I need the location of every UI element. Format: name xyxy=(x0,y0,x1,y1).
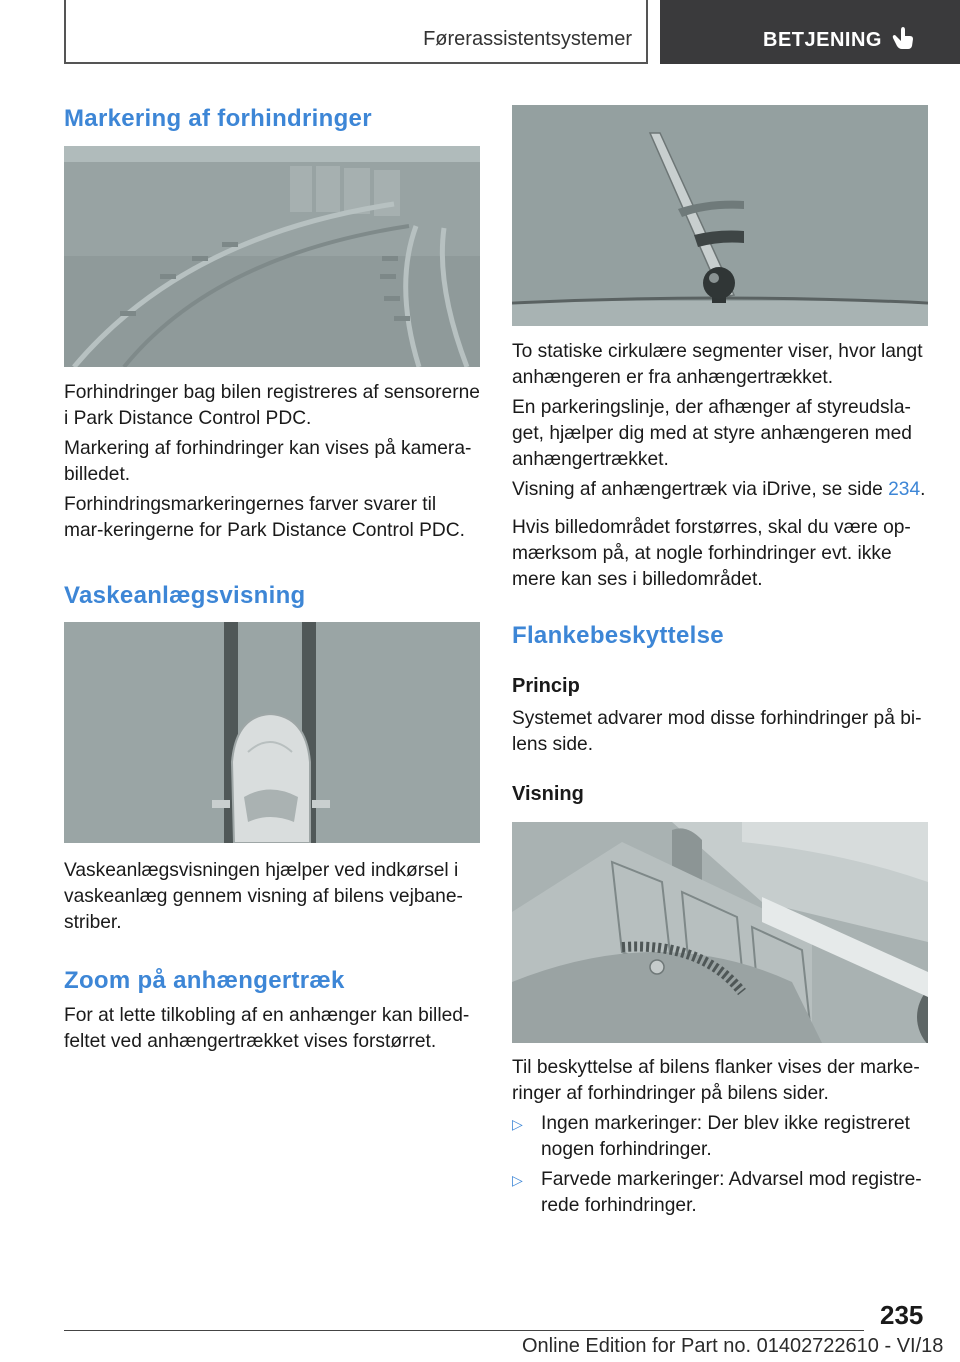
side-protection-figure xyxy=(512,822,928,1043)
header-section-title: Førerassistentsystemer xyxy=(423,28,632,50)
obstacle-marking-figure xyxy=(64,146,480,367)
idrive-reference-end: . xyxy=(920,479,926,500)
header-chapter-title: BETJENING xyxy=(763,29,882,51)
idrive-reference-text: Visning af anhængertræk via iDrive, se side xyxy=(512,479,889,500)
heading-flankebeskyttelse: Flankebeskyttelse xyxy=(512,622,724,649)
paragraph-marking-colors: Forhindringsmarkeringernes farver svarer til mar-keringerne for Park Distance Control PDC. xyxy=(64,494,465,541)
paragraph-zoom: For at lette tilkobling af en anhænger kan billed-feltet ved anhængertrækket vises forstørret. xyxy=(64,1005,470,1052)
triangle-bullet-icon: ▷ xyxy=(512,1116,523,1132)
footer-divider xyxy=(64,1330,864,1331)
paragraph-enlarged-area: Hvis billedområdet forstørres, skal du være op-mærksom på, at nogle forhindringer evt. ikke mere kan ses i billedområdet. xyxy=(512,517,911,590)
subheading-princip: Princip xyxy=(512,675,580,697)
paragraph-car-wash-view: Vaskeanlægsvisningen hjælper ved indkørsel i vaskeanlæg gennem visning af bilens vejbane-striber. xyxy=(64,860,463,933)
trailer-hitch-zoom-figure xyxy=(512,105,928,326)
edition-text: Online Edition for Part no. 01402722610 - VI/18 xyxy=(522,1335,944,1357)
bullet-no-markings: Ingen markeringer: Der blev ikke registreret nogen forhindringer. xyxy=(541,1113,910,1160)
left-column xyxy=(64,0,480,1300)
paragraph-idrive-reference xyxy=(512,477,928,503)
paragraph-obstacles-detected: Forhindringer bag bilen registreres af sensorerne i Park Distance Control PDC. xyxy=(64,382,480,429)
paragraph-flank-markings: Til beskyttelse af bilens flanker vises der marke-ringer af forhindringer på bilens sider. xyxy=(512,1057,920,1104)
right-column xyxy=(512,0,928,1300)
car-wash-view-figure xyxy=(64,622,480,843)
paragraph-parking-line: En parkeringslinje, der afhænger af styreudsla-get, hjælper dig med at styre anhængeren med anhængertrækket. xyxy=(512,397,912,470)
paragraph-circular-segments: To statiske cirkulære segmenter viser, hvor langt anhængeren er fra anhængertrækket. xyxy=(512,341,923,388)
page-234-link[interactable]: 234 xyxy=(888,479,921,500)
heading-vaskeanlaeg: Vaskeanlægsvisning xyxy=(64,582,306,609)
triangle-bullet-icon: ▷ xyxy=(512,1172,523,1188)
page-number: 235 xyxy=(880,1300,924,1330)
paragraph-marking-camera: Markering af forhindringer kan vises på kamera-billedet. xyxy=(64,438,472,485)
paragraph-principle: Systemet advarer mod disse forhindringer på bi-lens side. xyxy=(512,708,922,755)
bullet-colored-markings: Farvede markeringer: Advarsel mod registre-rede forhindringer. xyxy=(541,1169,922,1216)
subheading-visning: Visning xyxy=(512,783,584,805)
heading-zoom: Zoom på anhængertræk xyxy=(64,967,345,994)
heading-markering: Markering af forhindringer xyxy=(64,105,372,132)
